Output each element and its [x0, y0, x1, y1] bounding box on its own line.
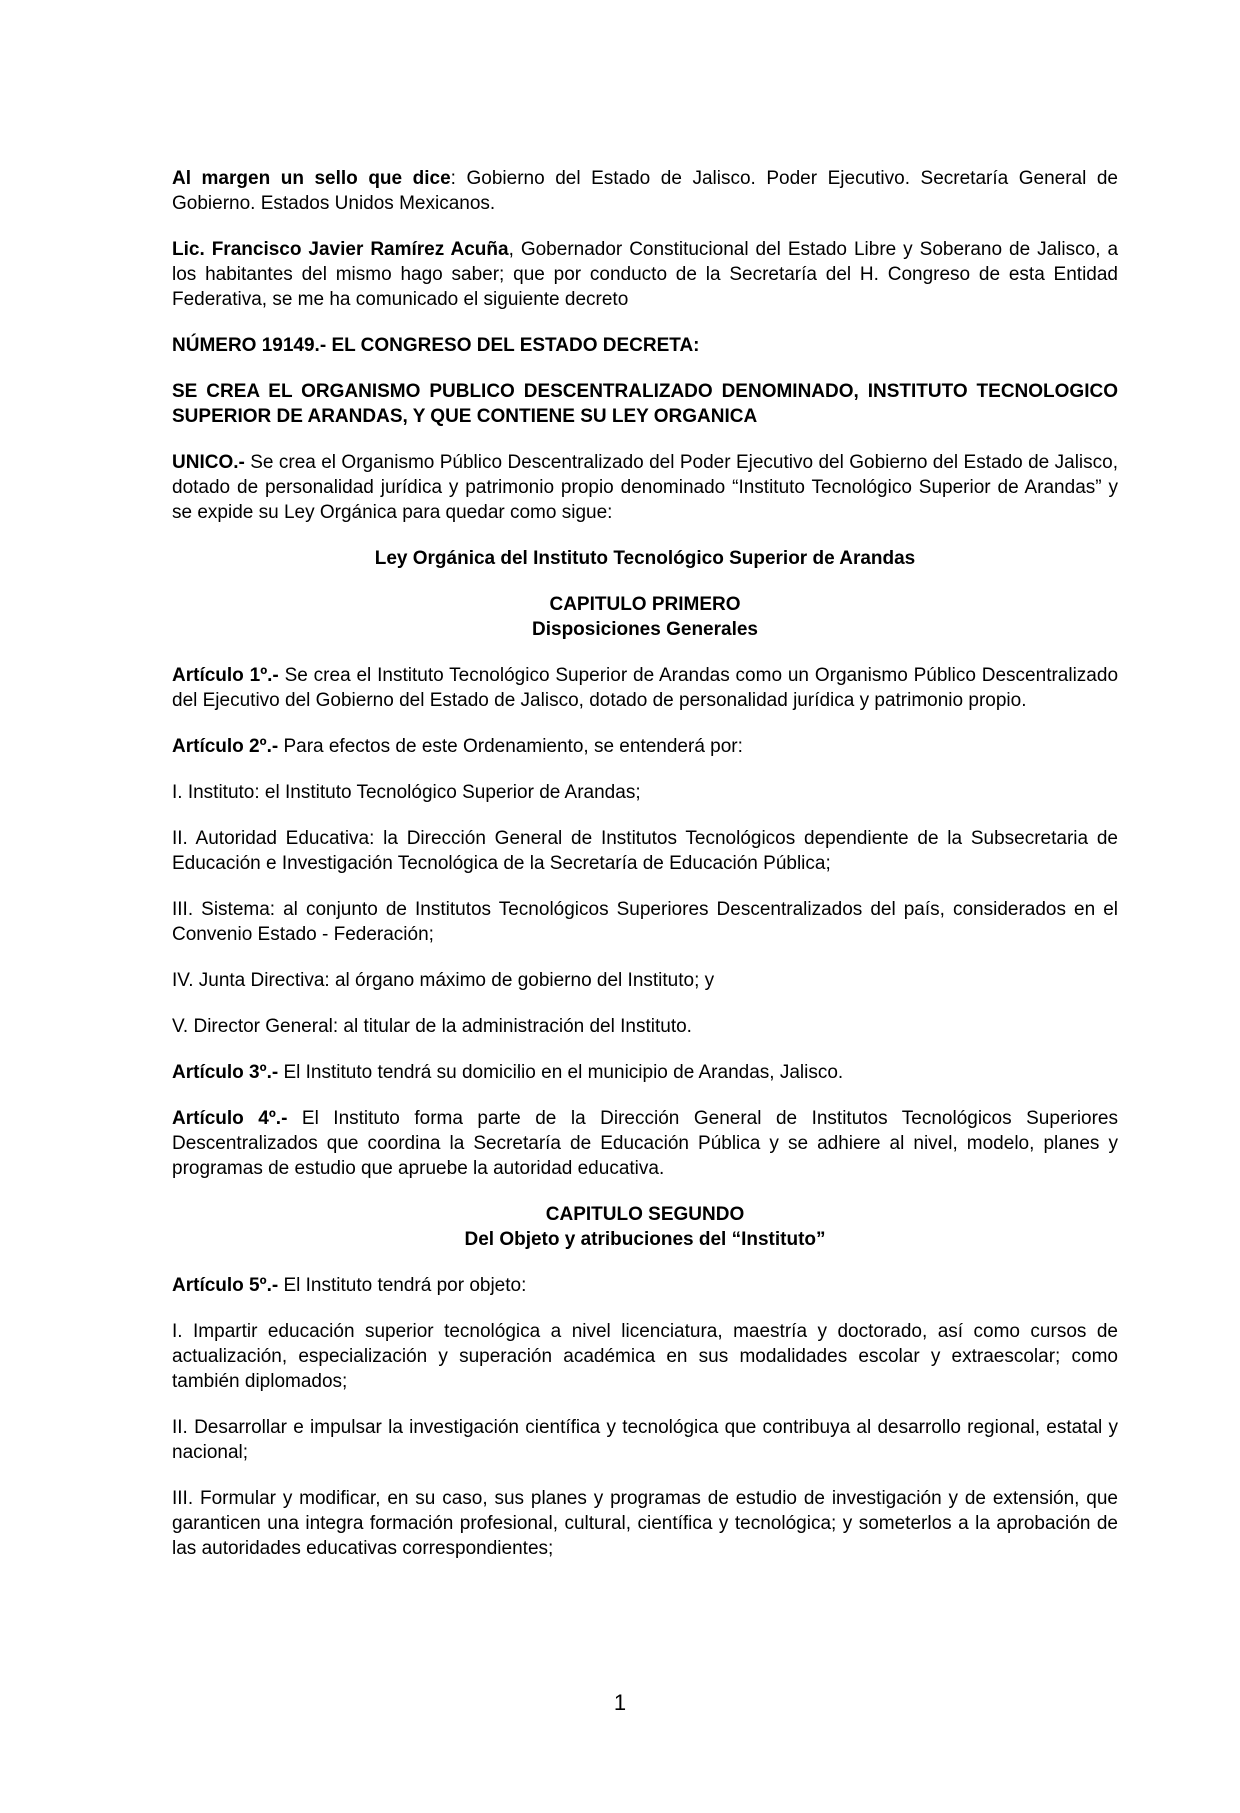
article-5 [172, 1273, 1118, 1298]
article-2-item: V. Director General: al titular de la administración del Instituto. [172, 1016, 692, 1037]
chapter2-title: Del Objeto y atribuciones del “Instituto” [464, 1229, 826, 1250]
article-5-lead: Artículo 5º.- [172, 1275, 279, 1296]
article-2-item: I. Instituto: el Instituto Tecnológico Superior de Arandas; [172, 782, 641, 803]
article-2-text: Para efectos de este Ordenamiento, se entenderá por: [278, 736, 743, 757]
article-1-lead: Artículo 1º.- [172, 665, 279, 686]
article-5-item: II. Desarrollar e impulsar la investigación científica y tecnológica que contribuya al desarrollo regional, estatal y nacional; [172, 1417, 1118, 1463]
unico-text: Se crea el Organismo Público Descentralizado del Poder Ejecutivo del Gobierno del Estado de Jalisco, dotado de personalidad jurídica y patrimonio propio denominado “Instituto Tecnológico Superior de Arandas” y se expide su Ley Orgánica para quedar como sigue: [172, 452, 1118, 523]
intro-text: : Gobierno del Estado de Jalisco. Poder Ejecutivo. Secretaría General de Gobierno. Estados Unidos Mexicanos. [172, 168, 1118, 214]
law-title: Ley Orgánica del Instituto Tecnológico Superior de Arandas [374, 548, 916, 569]
chapter1-heading [172, 592, 1118, 642]
article-4-text: El Instituto forma parte de la Dirección General de Institutos Tecnológicos Superiores Descentralizados que coordina la Secretaría de Educación Pública y se adhiere al nivel, modelo, planes y programas de estudio que apruebe la autoridad educativa. [172, 1108, 1119, 1179]
document-page [172, 166, 1118, 1582]
page-number: 1 [613, 1690, 627, 1715]
governor-paragraph [172, 237, 1118, 312]
article-1-text: Se crea el Instituto Tecnológico Superior de Arandas como un Organismo Público Descentralizado del Ejecutivo del Gobierno del Estado de Jalisco, dotado de personalidad jurídica y patrimonio propio. [172, 665, 1119, 711]
governor-name: Lic. Francisco Javier Ramírez Acuña [172, 239, 509, 260]
article-5-item: III. Formular y modificar, en su caso, sus planes y programas de estudio de investigación y de extensión, que garanticen una integra formación profesional, cultural, científica y tecnológica; y someterlos a la aprobación de las autoridades educativas correspondientes; [172, 1488, 1118, 1559]
article-5-item: I. Impartir educación superior tecnológica a nivel licenciatura, maestría y doctorado, así como cursos de actualización, especialización y superación académica en sus modalidades escolar y extraescolar; como también diplomados; [172, 1321, 1118, 1392]
article-4 [172, 1106, 1118, 1181]
article-3 [172, 1060, 1118, 1085]
unico-paragraph [172, 450, 1118, 525]
intro-paragraph [172, 166, 1118, 216]
article-5-text: El Instituto tendrá por objeto: [278, 1275, 527, 1296]
article-2-item: IV. Junta Directiva: al órgano máximo de gobierno del Instituto; y [172, 970, 715, 991]
article-2-lead: Artículo 2º.- [172, 736, 279, 757]
chapter1-title: Disposiciones Generales [532, 619, 758, 640]
decree-title: SE CREA EL ORGANISMO PUBLICO DESCENTRALIZADO DENOMINADO, INSTITUTO TECNOLOGICO SUPERIOR DE ARANDAS, Y QUE CONTIENE SU LEY ORGANICA [172, 381, 1118, 427]
chapter2-heading [172, 1202, 1118, 1252]
article-2-item: II. Autoridad Educativa: la Dirección General de Institutos Tecnológicos dependiente de la Subsecretaria de Educación e Investigación Tecnológica de la Secretaría de Educación Pública; [172, 828, 1118, 874]
intro-lead: Al margen un sello que dice [172, 168, 451, 189]
chapter2-number: CAPITULO SEGUNDO [545, 1204, 745, 1225]
article-4-lead: Artículo 4º.- [172, 1108, 288, 1129]
article-2 [172, 734, 1118, 759]
decree-number: NÚMERO 19149.- EL CONGRESO DEL ESTADO DECRETA: [172, 335, 700, 356]
article-1 [172, 663, 1118, 713]
unico-lead: UNICO.- [172, 452, 245, 473]
chapter1-number: CAPITULO PRIMERO [549, 594, 741, 615]
article-3-lead: Artículo 3º.- [172, 1062, 279, 1083]
governor-text: , Gobernador Constitucional del Estado Libre y Soberano de Jalisco, a los habitantes del mismo hago saber; que por conducto de la Secretaría del H. Congreso de esta Entidad Federativa, se me ha comunicado el siguiente decreto [172, 239, 1119, 310]
article-3-text: El Instituto tendrá su domicilio en el municipio de Arandas, Jalisco. [278, 1062, 844, 1083]
article-2-item: III. Sistema: al conjunto de Institutos Tecnológicos Superiores Descentralizados del país, considerados en el Convenio Estado - Federación; [172, 899, 1118, 945]
